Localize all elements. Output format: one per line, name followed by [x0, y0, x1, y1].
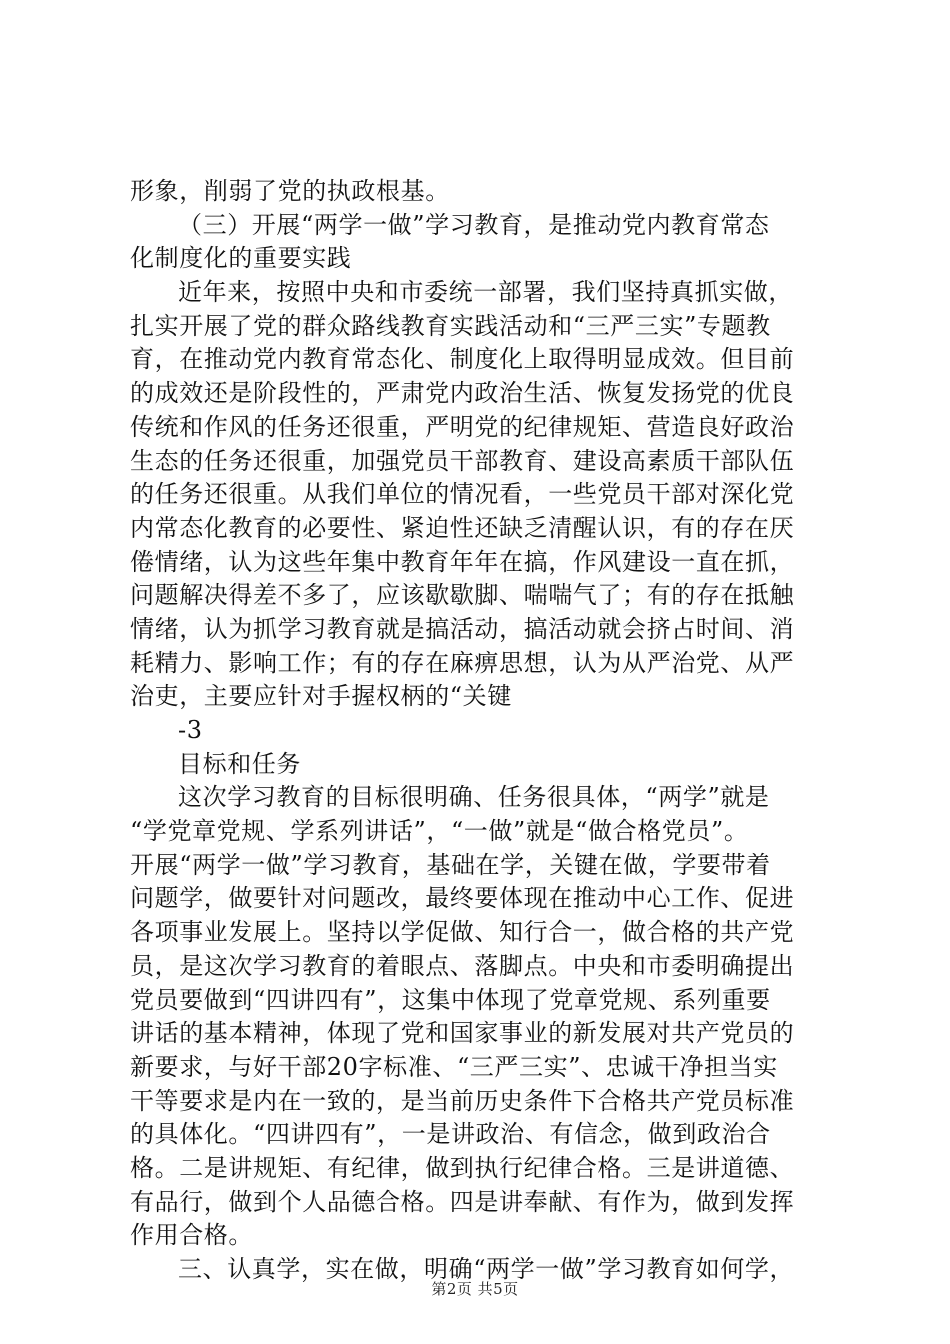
text-line: （三）开展“两学一做”学习教育，是推动党内教育常态 — [178, 210, 770, 239]
text-line: 各项事业发展上。坚持以学促做、知行合一，做合格的共产党 — [130, 918, 795, 947]
text-line: 问题解决得差不多了，应该歇歇脚、喘喘气了；有的存在抵触 — [130, 581, 795, 610]
page-footer: 第2页 共5页 — [431, 1280, 519, 1298]
text-line: 目标和任务 — [178, 749, 301, 778]
text-line: 形象，削弱了党的执政根基。 — [130, 177, 450, 205]
text-line: 近年来，按照中央和市委统一部署，我们坚持真抓实做， — [178, 278, 793, 307]
text-line: 党员要做到“四讲四有”，这集中体现了党章党规、系列重要 — [130, 985, 771, 1014]
text-line: 生态的任务还很重，加强党员干部教育、建设高素质干部队伍 — [130, 446, 795, 475]
text-line: 的具体化。“四讲四有”，一是讲政治、有信念，做到政治合 — [130, 1120, 771, 1149]
text-line: 问题学，做要针对问题改，最终要体现在推动中心工作、促进 — [130, 884, 795, 913]
text-line: 化制度化的重要实践 — [130, 244, 352, 273]
text-line: 这次学习教育的目标很明确、任务很具体，“两学”就是 — [178, 783, 770, 812]
text-line: 治吏，主要应针对手握权柄的“关键 — [130, 682, 512, 711]
text-line: 讲话的基本精神，体现了党和国家事业的新发展对共产党员的 — [130, 1019, 795, 1048]
text-line: 三、认真学，实在做，明确“两学一做”学习教育如何学， — [178, 1255, 795, 1283]
text-line: 情绪，认为抓学习教育就是搞活动，搞活动就会挤占时间、消 — [130, 614, 795, 643]
text-line: 干等要求是内在一致的，是当前历史条件下合格共产党员标准 — [130, 1086, 795, 1115]
text-line: 的任务还很重。从我们单位的情况看，一些党员干部对深化党 — [130, 480, 795, 509]
text-line: “学党章党规、学系列讲话”，“一做”就是“做合格党员”。 — [130, 817, 749, 846]
text-line: 开展“两学一做”学习教育，基础在学，关键在做，学要带着 — [130, 850, 771, 879]
text-line: 传统和作风的任务还很重，严明党的纪律规矩、营造良好政治 — [130, 412, 795, 441]
text-line: -3 — [178, 716, 203, 744]
text-line: 育，在推动党内教育常态化、制度化上取得明显成效。但目前 — [130, 345, 795, 374]
body-text — [130, 175, 830, 1287]
text-line: 的成效还是阶段性的，严肃党内政治生活、恢复发扬党的优良 — [130, 379, 795, 408]
text-line: 扎实开展了党的群众路线教育实践活动和“三严三实”专题教 — [130, 311, 771, 340]
text-line: 员，是这次学习教育的着眼点、落脚点。中央和市委明确提出 — [130, 951, 795, 980]
text-line: 作用合格。 — [130, 1221, 253, 1250]
text-line: 内常态化教育的必要性、紧迫性还缺乏清醒认识，有的存在厌 — [130, 513, 795, 542]
text-line: 格。二是讲规矩、有纪律，做到执行纪律合格。三是讲道德、 — [130, 1153, 795, 1182]
text-line: 耗精力、影响工作；有的存在麻痹思想，认为从严治党、从严 — [130, 648, 795, 677]
text-line: 新要求，与好干部20字标准、“三严三实”、忠诚干净担当实 — [130, 1052, 778, 1081]
text-line: 倦情绪，认为这些年集中教育年年在搞，作风建设一直在抓， — [130, 547, 795, 576]
text-line: 有品行，做到个人品德合格。四是讲奉献、有作为，做到发挥 — [130, 1187, 795, 1216]
